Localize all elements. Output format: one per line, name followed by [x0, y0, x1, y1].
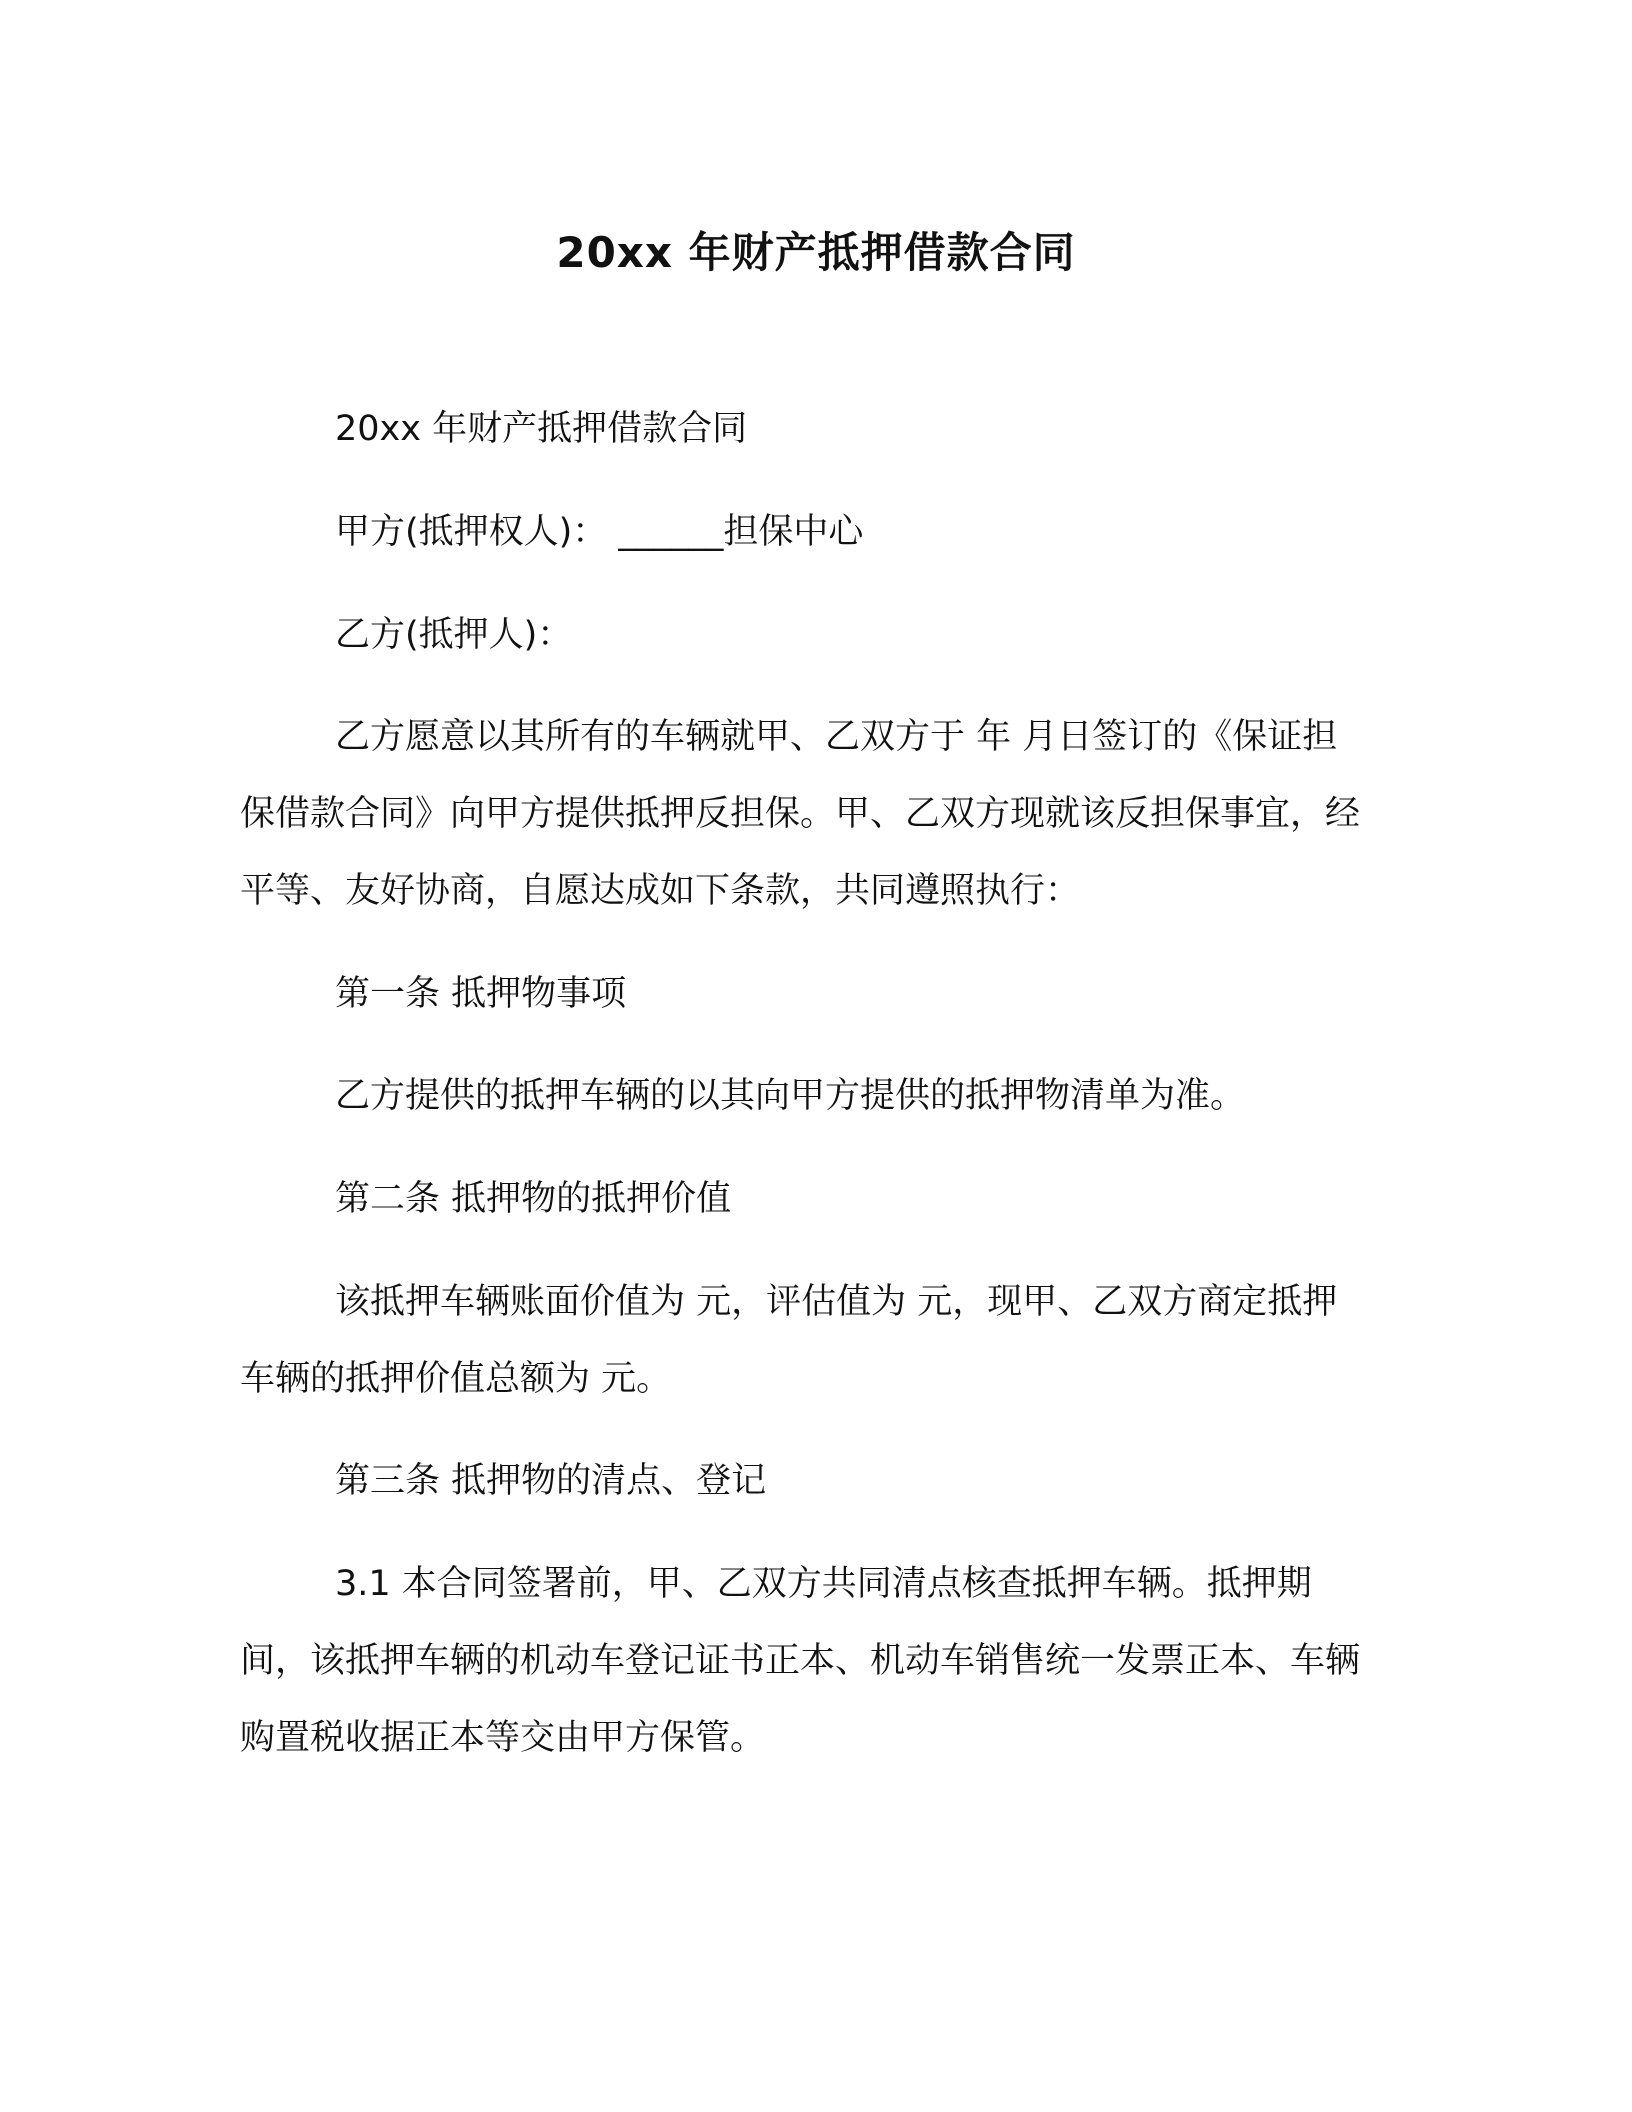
article-1-body: 乙方提供的抵押车辆的以其向甲方提供的抵押物清单为准。	[335, 1076, 1246, 1116]
paragraph-party-b: 乙方(抵押人)：	[335, 615, 573, 655]
article-2-body: 该抵押车辆账面价值为 元，评估值为 元，现甲、乙双方商定抵押车辆的抵押价值总额为 元。	[240, 1282, 1338, 1399]
document-title: 20xx 年财产抵押借款合同	[556, 228, 1076, 277]
article-3-heading: 第三条 抵押物的清点、登记	[335, 1461, 767, 1501]
article-1-heading: 第一条 抵押物事项	[335, 974, 627, 1014]
article-2-heading: 第二条 抵押物的抵押价值	[335, 1179, 732, 1219]
article-3-clause-3-1: 3.1 本合同签署前，甲、乙双方共同清点核查抵押车辆。抵押期间，该抵押车辆的机动车登记证书正本、机动车销售统一发票正本、车辆购置税收据正本等交由甲方保管。	[240, 1564, 1361, 1758]
paragraph-party-a: 甲方(抵押权人)： ______担保中心	[335, 512, 864, 552]
paragraph-subtitle: 20xx 年财产抵押借款合同	[335, 409, 748, 449]
paragraph-preamble: 乙方愿意以其所有的车辆就甲、乙双方于 年 月日签订的《保证担保借款合同》向甲方提供抵押反担保。甲、乙双方现就该反担保事宜，经平等、友好协商，自愿达成如下条款，共同遵照执行：	[240, 717, 1361, 911]
